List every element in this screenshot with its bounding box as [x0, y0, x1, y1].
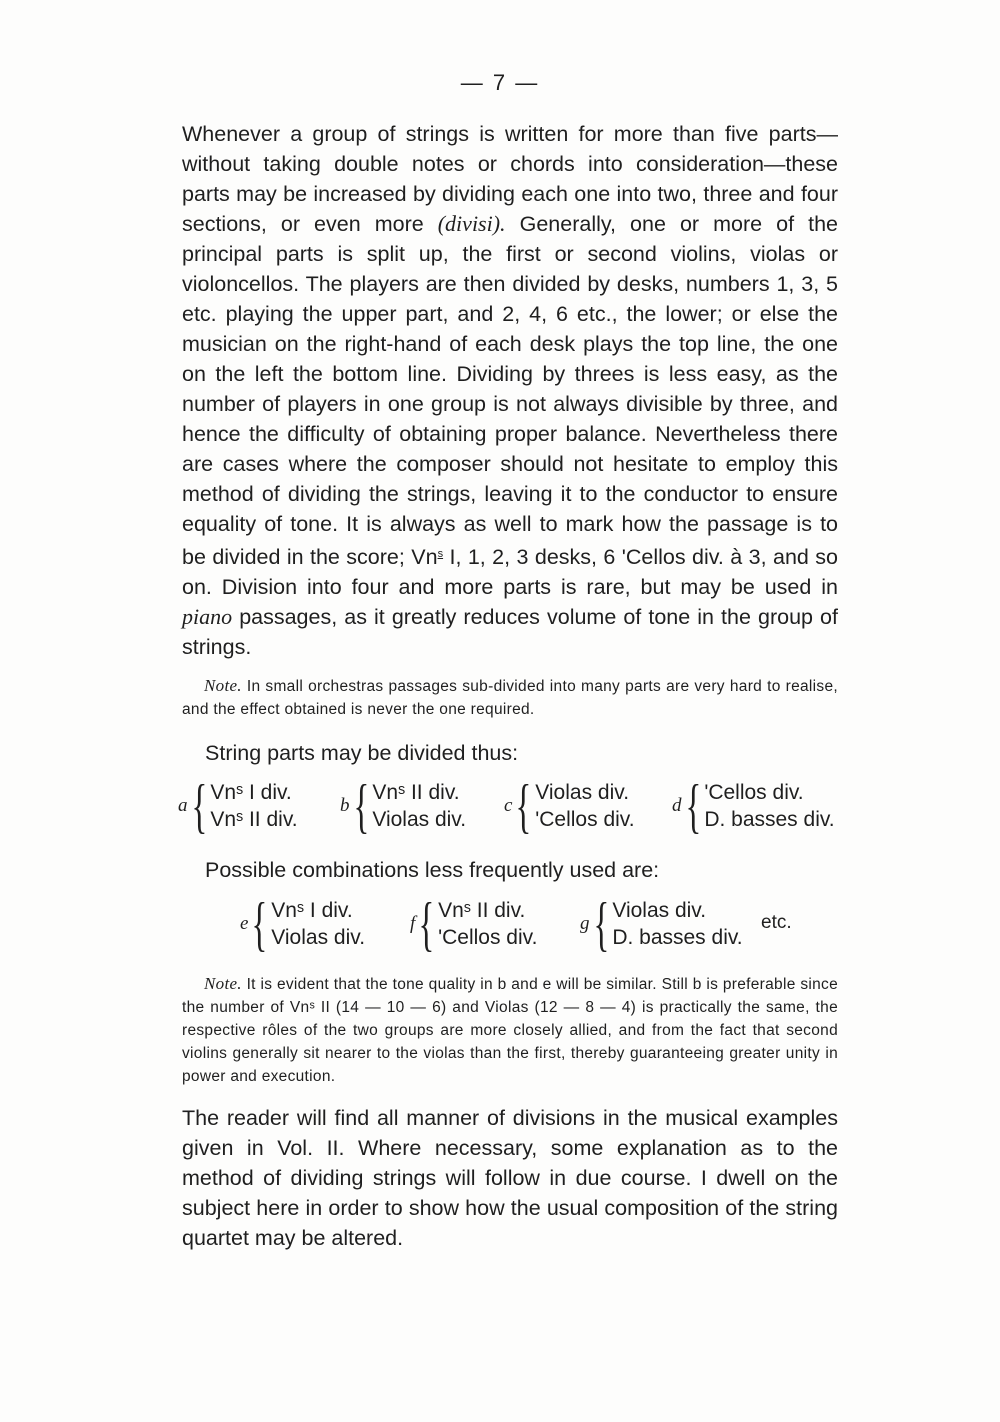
paragraph-text-1: Whenever a group of strings is written for more than five parts—without taking double notes or chords into consideration—these parts may be increased by dividing each one into two, three and four sections, or even more [182, 122, 838, 236]
combo-letter: f [410, 913, 416, 934]
divide-heading: String parts may be divided thus: [205, 741, 519, 765]
brace-icon: { [684, 773, 701, 839]
paragraph-divisions: The reader will find all manner of divisions in the musical examples given in Vol. II. Where necessary, some explanation as to the method of dividing strings will follow in due course. I dwell on the subject here in order to show how the usual composition of the string quartet may be altered. [182, 1106, 838, 1250]
combo-letter: a [178, 795, 188, 816]
note-text: It is evident that the tone quality in b and e will be similar. Still b is preferable since the number of Vnˢ II (14 — 10 — 6) and Violas (12 — 8 — 4) is practically the same, the respective rôles of the two groups are more closely allied, and from the fact that second violins generally sit nearer to the violas than the first, thereby guaranteeing greater unity in power and execution. [182, 976, 839, 1085]
combo-top: Vnˢ I div. [210, 781, 292, 804]
vn-sup: s [437, 548, 444, 560]
combo-bottom: 'Cellos div. [438, 926, 538, 949]
combo-letter: e [240, 913, 249, 934]
combo-top: Vnˢ I div. [271, 899, 353, 922]
combo-bottom: 'Cellos div. [535, 808, 635, 831]
combos-heading: Possible combinations less frequently used are: [205, 858, 660, 882]
paragraph-text-3: I, 1, 2, 3 desks, 6 'Cellos div. à 3, and so on. Division into four and more parts is rare, but may be used in [182, 545, 838, 599]
paragraph-text-2: Generally, one or more of the principal parts is split up, the first or second violins, violas or violoncellos. The players are then divided by desks, numbers 1, 3, 5 etc. playing the upper part, and 2, 4, 6 etc., the lower; or else the musician on the right-hand of each desk plays the top line, the one on the left the bottom line. Dividing by threes is less easy, as the number of players in one group is not always divisible by three, and hence the difficulty of obtaining proper balance. Nevertheless there are cases where the composer should not hesitate to employ this method of dividing the strings, leaving it to the conductor to ensure equality of tone. It is always as well to mark how the passage is to be divided in the score; [182, 212, 838, 569]
combo-bottom: D. basses div. [704, 808, 835, 831]
page-number: — 7 — [460, 70, 540, 95]
combo-top: Violas div. [535, 781, 630, 804]
combo-g [580, 891, 743, 957]
piano-term: piano [182, 604, 233, 629]
combo-top: Violas div. [612, 899, 707, 922]
combo-letter: d [672, 795, 682, 816]
combo-f [410, 891, 538, 957]
note-label: Note. [204, 974, 242, 993]
combo-letter: g [580, 913, 590, 934]
combo-top: Vnˢ II div. [372, 781, 460, 804]
combo-bottom: Vnˢ II div. [210, 808, 298, 831]
paragraph-text-4: passages, as it greatly reduces volume of tone in the group of strings. [182, 605, 838, 659]
brace-icon: { [251, 891, 268, 957]
brace-icon: { [190, 773, 207, 839]
note-small-orchestras [182, 674, 838, 721]
combo-e [240, 891, 366, 957]
combo-b [340, 773, 467, 839]
note-tone-quality [182, 972, 838, 1088]
vn-abbrev: Vn [411, 545, 438, 569]
brace-icon: { [515, 773, 532, 839]
combo-top: 'Cellos div. [704, 781, 804, 804]
paragraph-divisi [182, 119, 838, 662]
combo-bottom: D. basses div. [612, 926, 743, 949]
combo-d [672, 773, 835, 839]
brace-icon: { [352, 773, 369, 839]
note-text: In small orchestras passages sub-divided into many parts are very hard to realise, and the effect obtained is never the one required. [182, 678, 838, 718]
combo-bottom: Violas div. [372, 808, 467, 831]
combos-etc: etc. [761, 912, 792, 933]
brace-icon: { [592, 891, 609, 957]
combo-a [178, 773, 298, 839]
combo-bottom: Violas div. [271, 926, 366, 949]
combo-top: Vnˢ II div. [438, 899, 526, 922]
note-label: Note. [204, 676, 242, 695]
combo-letter: c [504, 795, 513, 816]
combo-letter: b [340, 795, 350, 816]
divisi-term: (divisi). [437, 211, 506, 236]
combo-c [504, 773, 635, 839]
brace-icon: { [418, 891, 435, 957]
